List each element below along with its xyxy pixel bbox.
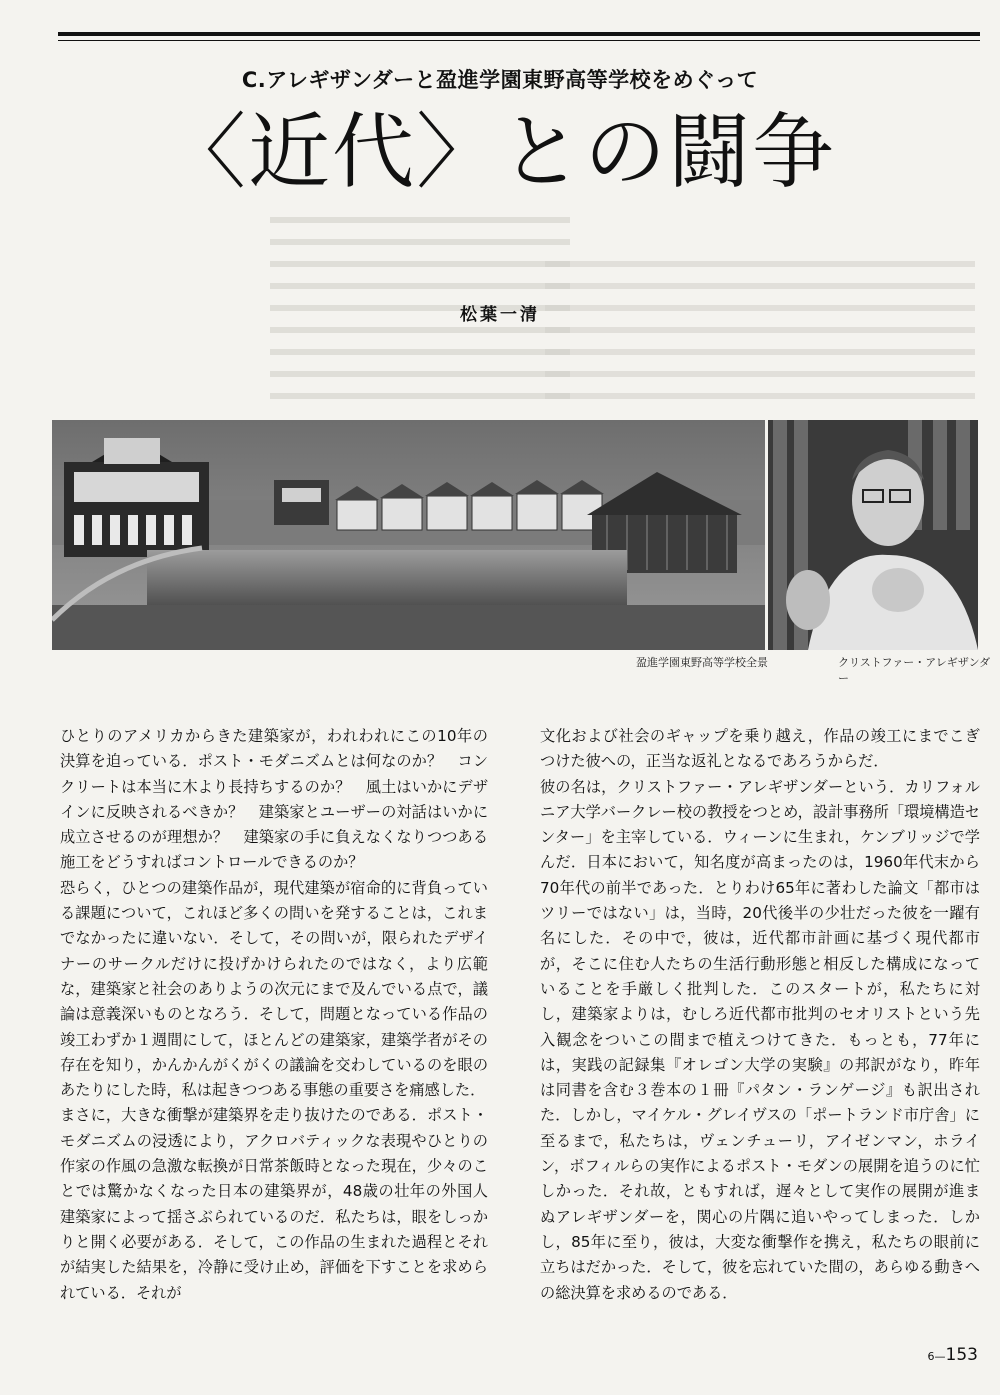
architect-portrait-photo (768, 420, 978, 650)
body-paragraph: 文化および社会のギャップを乗り越え，作品の竣工にまでこぎつけた彼への，正当な返礼となるであろうからだ． (540, 727, 980, 771)
body-paragraph: 彼の名は，クリストファー・アレギザンダーという．カリフォルニア大学バークレー校の教授をつとめ，設計事務所「環境構造センター」を主宰している．ウィーンに生まれ，ケンブリッジで学んだ．日本において，知名度が高まったのは，1960年代末から70年代の前半であった．とりわけ65年に著わした論文「都市はツリーではない」は，当時，20代後半の少壮だった彼を一躍有名にした．その中で，彼は，近代都市計画に基づく現代都市が，そこに住む人たちの生活行動形態と相反した構成になっていることを手厳しく批判した．このスタートが，私たちに対し，建築家よりは，むしろ近代都市批判のセオリストという先入観念をついこの間まで植えつけてきた．もっとも，77年には，実践の記録集『オレゴン大学の実験』の邦訳がなり，昨年は同書を含む３巻本の１冊『パタン・ランゲージ』も訳出された．しかし，マイケル・グレイヴスの「ポートランド市庁舎」に至るまで，私たちは，ヴェンチューリ，アイゼンマン，ホライン，ボフィルらの実作によるポスト・モダンの展開を追うのに忙しかった．それ故，ともすれば，遅々として実作の展開が進まぬアレギザンダーを，関心の片隅に追いやってしまった．しかし，85年に至り，彼は，大変な衝撃作を携え，私たちの眼前に立ちはだかった．そして，彼を忘れていた間の，あらゆる動きへの総決算を求めるのである． (540, 777, 980, 1302)
portrait-illustration (768, 420, 978, 650)
campus-panorama-photo (52, 420, 765, 650)
page-number-value: 153 (945, 1345, 978, 1365)
article-subtitle: C.アレギザンダーと盈進学園東野高等学校をめぐって (241, 68, 759, 92)
body-column-left (60, 724, 488, 1306)
page-section: 6— (927, 1350, 946, 1363)
page-number (928, 1345, 978, 1365)
portrait-caption: クリストファー・アレギザンダー (838, 656, 991, 685)
campus-illustration (52, 420, 765, 650)
body-paragraph: ひとりのアメリカからきた建築家が，われわれにこの10年の決算を迫っている．ポスト・モダニズムとは何なのか？ コンクリートは本当に木より長持ちするのか？ 風土はいかにデザインに反映されるべきか？ 建築家とユーザーの対話はいかに成立させるのが理想か？ 建築家の手に負えなくなりつつある施工をどうすればコントロールできるのか？ (60, 727, 488, 872)
article-title: 〈近代〉との闘争 (163, 105, 836, 200)
panorama-caption: 盈進学園東野高等学校全景 (636, 656, 768, 669)
top-rule-thin (58, 40, 980, 41)
top-rule (58, 32, 980, 36)
body-column-right (540, 724, 980, 1306)
body-paragraph: まさに，大きな衝撃が建築界を走り抜けたのである．ポスト・モダニズムの浸透により，アクロバティックな表現やひとりの作家の作風の急激な転換が日常茶飯時となった現在，少々のことでは驚かなくなった日本の建築界が，48歳の壮年の外国人建築家によって揺さぶられているのだ．私たちは，眼をしっかりと開く必要がある．そして，この作品の生まれた過程とそれが結実した結果を，冷静に受け止め，評価を下すことを求められている．それが (60, 1106, 488, 1302)
article-author: 松葉一清 (460, 305, 540, 325)
body-paragraph: 恐らく，ひとつの建築作品が，現代建築が宿命的に背負っている課題について，これほど多くの問いを発することは，これまでなかったに違いない．そして，その問いが，限られたデザイナーのサークルだけに投げかけられたのではなく，より広範な，建築家と社会のありようの次元にまで及んでいる点で，議論は意義深いものとなろう．そして，問題となっている作品の竣工わずか１週間にして，ほとんどの建築家，建築学者がその存在を知り，かんかんがくがくの議論を交わしているのを眼のあたりにした時，私は起きつつある事態の重要さを痛感した． (60, 878, 488, 1100)
